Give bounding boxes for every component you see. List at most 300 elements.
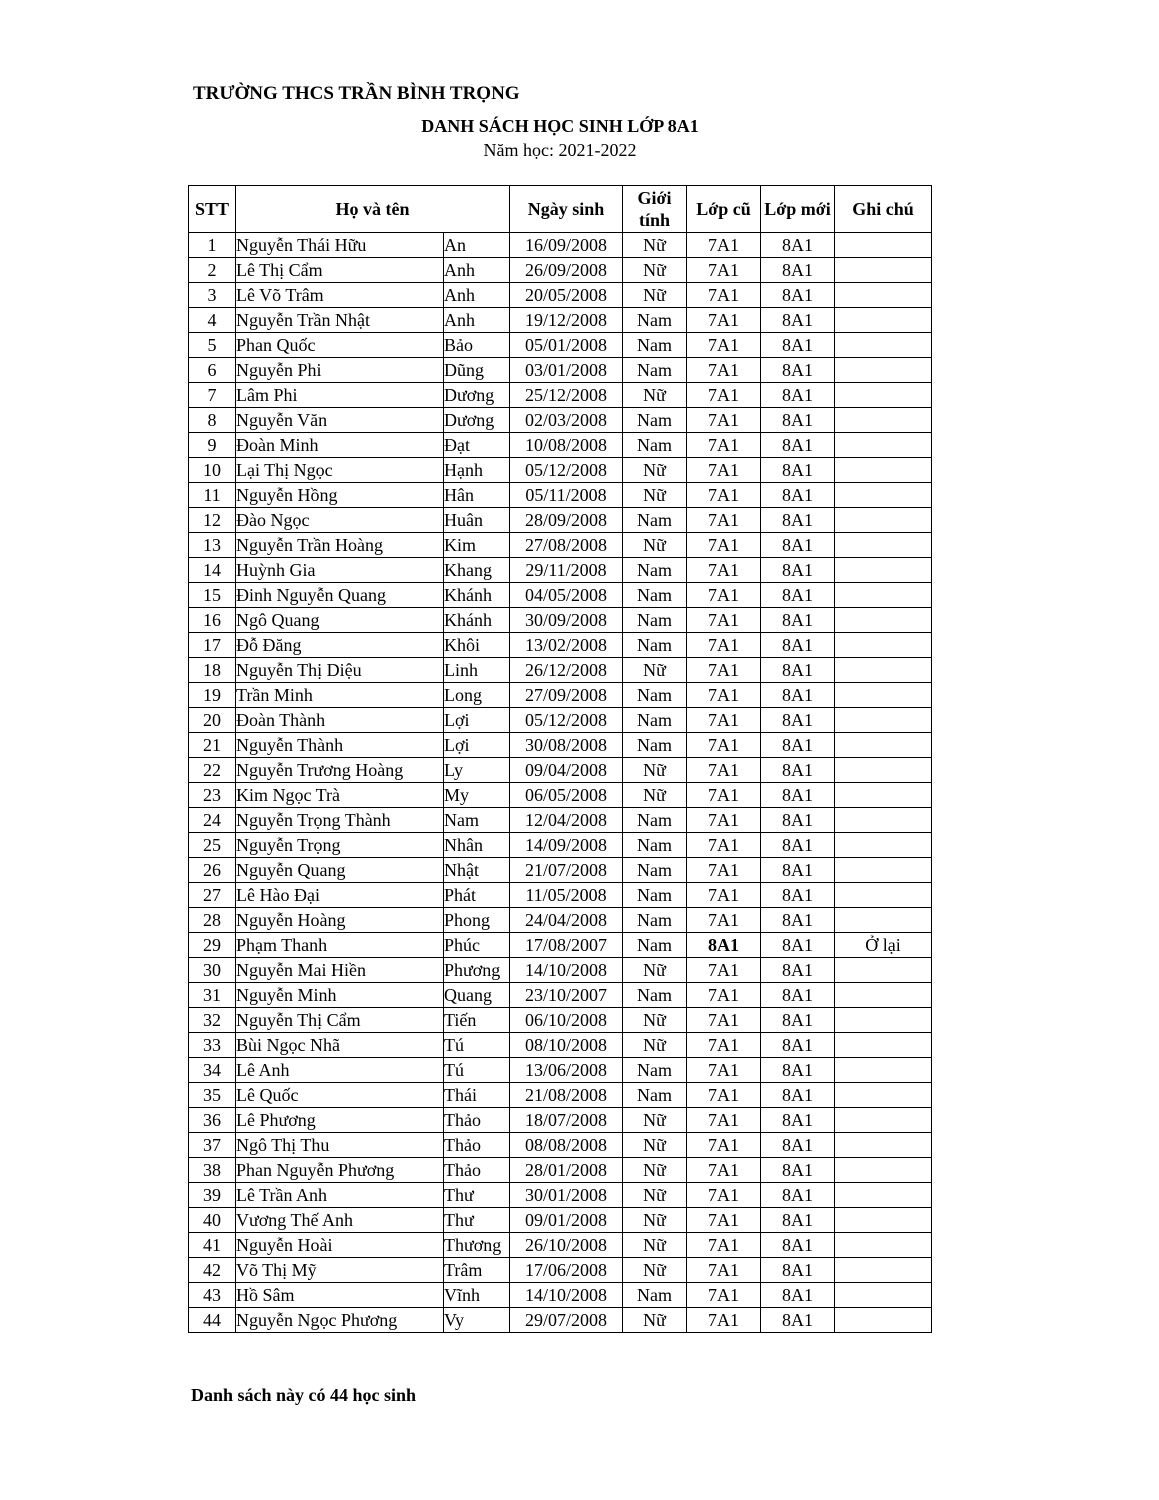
cell-old-class: 7A1 (687, 908, 761, 933)
cell-stt: 11 (189, 483, 236, 508)
cell-gender: Nữ (623, 1233, 687, 1258)
cell-gender: Nữ (623, 958, 687, 983)
table-row (189, 858, 932, 883)
cell-old-class: 7A1 (687, 283, 761, 308)
cell-old-class: 7A1 (687, 833, 761, 858)
cell-first-name: Nguyễn Quang (236, 858, 444, 883)
school-year: Năm học: 2021-2022 (483, 140, 637, 160)
cell-gender: Nam (623, 708, 687, 733)
cell-dob: 05/12/2008 (510, 708, 623, 733)
cell-given-name: Trâm (444, 1258, 510, 1283)
cell-first-name: Lại Thị Ngọc (236, 458, 444, 483)
cell-new-class: 8A1 (761, 283, 835, 308)
table-row (189, 258, 932, 283)
cell-gender: Nam (623, 733, 687, 758)
table-row (189, 433, 932, 458)
table-row (189, 333, 932, 358)
cell-gender: Nam (623, 808, 687, 833)
cell-gender: Nữ (623, 758, 687, 783)
cell-old-class: 7A1 (687, 1158, 761, 1183)
table-row (189, 633, 932, 658)
table-row (189, 358, 932, 383)
cell-stt: 18 (189, 658, 236, 683)
cell-stt: 35 (189, 1083, 236, 1108)
cell-gender: Nam (623, 558, 687, 583)
cell-new-class: 8A1 (761, 833, 835, 858)
cell-old-class: 7A1 (687, 558, 761, 583)
table-row (189, 508, 932, 533)
cell-dob: 04/05/2008 (510, 583, 623, 608)
cell-new-class: 8A1 (761, 1258, 835, 1283)
cell-new-class: 8A1 (761, 908, 835, 933)
cell-stt: 28 (189, 908, 236, 933)
cell-given-name: Dương (444, 408, 510, 433)
table-row (189, 933, 932, 958)
cell-given-name: Ly (444, 758, 510, 783)
cell-old-class: 7A1 (687, 1233, 761, 1258)
cell-first-name: Nguyễn Hoài (236, 1233, 444, 1258)
cell-old-class: 7A1 (687, 533, 761, 558)
cell-given-name: Anh (444, 308, 510, 333)
cell-gender: Nữ (623, 283, 687, 308)
cell-given-name: Tú (444, 1058, 510, 1083)
cell-dob: 28/09/2008 (510, 508, 623, 533)
cell-dob: 21/07/2008 (510, 858, 623, 883)
cell-old-class: 7A1 (687, 433, 761, 458)
cell-given-name: Anh (444, 258, 510, 283)
cell-old-class: 7A1 (687, 608, 761, 633)
cell-old-class: 7A1 (687, 1133, 761, 1158)
cell-stt: 16 (189, 608, 236, 633)
cell-note (835, 1233, 932, 1258)
table-row (189, 1133, 932, 1158)
cell-given-name: Khánh (444, 608, 510, 633)
cell-dob: 10/08/2008 (510, 433, 623, 458)
table-row (189, 558, 932, 583)
table-row (189, 658, 932, 683)
cell-old-class: 7A1 (687, 483, 761, 508)
cell-dob: 24/04/2008 (510, 908, 623, 933)
cell-note (835, 1283, 932, 1308)
table-row (189, 833, 932, 858)
table-row (189, 1208, 932, 1233)
cell-dob: 30/09/2008 (510, 608, 623, 633)
cell-given-name: An (444, 233, 510, 258)
page-title: DANH SÁCH HỌC SINH LỚP 8A1 (421, 116, 699, 136)
cell-given-name: Linh (444, 658, 510, 683)
cell-first-name: Nguyễn Phi (236, 358, 444, 383)
cell-stt: 5 (189, 333, 236, 358)
cell-new-class: 8A1 (761, 1233, 835, 1258)
cell-first-name: Nguyễn Văn (236, 408, 444, 433)
cell-first-name: Nguyễn Hoàng (236, 908, 444, 933)
table-row (189, 1258, 932, 1283)
cell-note (835, 558, 932, 583)
cell-dob: 14/10/2008 (510, 958, 623, 983)
cell-new-class: 8A1 (761, 658, 835, 683)
cell-new-class: 8A1 (761, 1183, 835, 1208)
cell-stt: 43 (189, 1283, 236, 1308)
cell-note (835, 258, 932, 283)
cell-gender: Nữ (623, 1183, 687, 1208)
cell-note (835, 908, 932, 933)
cell-stt: 13 (189, 533, 236, 558)
cell-dob: 12/04/2008 (510, 808, 623, 833)
cell-new-class: 8A1 (761, 933, 835, 958)
cell-first-name: Đoàn Thành (236, 708, 444, 733)
header-stt: STT (189, 186, 236, 233)
cell-stt: 26 (189, 858, 236, 883)
cell-given-name: Dương (444, 383, 510, 408)
cell-gender: Nam (623, 583, 687, 608)
cell-first-name: Nguyễn Trọng (236, 833, 444, 858)
cell-new-class: 8A1 (761, 1083, 835, 1108)
cell-stt: 30 (189, 958, 236, 983)
cell-old-class: 7A1 (687, 1058, 761, 1083)
cell-first-name: Võ Thị Mỹ (236, 1258, 444, 1283)
cell-first-name: Nguyễn Thị Diệu (236, 658, 444, 683)
table-row (189, 608, 932, 633)
cell-first-name: Nguyễn Trương Hoàng (236, 758, 444, 783)
cell-dob: 30/08/2008 (510, 733, 623, 758)
cell-stt: 24 (189, 808, 236, 833)
cell-gender: Nữ (623, 1258, 687, 1283)
cell-new-class: 8A1 (761, 1308, 835, 1333)
cell-dob: 30/01/2008 (510, 1183, 623, 1208)
cell-first-name: Nguyễn Thị Cẩm (236, 1008, 444, 1033)
header-name: Họ và tên (236, 186, 510, 233)
cell-stt: 37 (189, 1133, 236, 1158)
cell-old-class: 7A1 (687, 758, 761, 783)
cell-note (835, 733, 932, 758)
cell-first-name: Phan Nguyễn Phương (236, 1158, 444, 1183)
cell-given-name: Nam (444, 808, 510, 833)
cell-stt: 12 (189, 508, 236, 533)
cell-stt: 41 (189, 1233, 236, 1258)
cell-gender: Nữ (623, 658, 687, 683)
cell-old-class: 7A1 (687, 508, 761, 533)
cell-stt: 17 (189, 633, 236, 658)
cell-old-class: 7A1 (687, 858, 761, 883)
cell-note (835, 833, 932, 858)
cell-stt: 3 (189, 283, 236, 308)
cell-given-name: Bảo (444, 333, 510, 358)
cell-first-name: Nguyễn Trần Hoàng (236, 533, 444, 558)
cell-given-name: My (444, 783, 510, 808)
table-row (189, 533, 932, 558)
cell-new-class: 8A1 (761, 383, 835, 408)
cell-old-class: 7A1 (687, 733, 761, 758)
cell-dob: 05/01/2008 (510, 333, 623, 358)
cell-note (835, 608, 932, 633)
cell-given-name: Phúc (444, 933, 510, 958)
cell-dob: 27/09/2008 (510, 683, 623, 708)
cell-given-name: Khôi (444, 633, 510, 658)
cell-note (835, 308, 932, 333)
cell-given-name: Quang (444, 983, 510, 1008)
cell-gender: Nam (623, 408, 687, 433)
cell-new-class: 8A1 (761, 733, 835, 758)
cell-dob: 29/11/2008 (510, 558, 623, 583)
cell-new-class: 8A1 (761, 558, 835, 583)
cell-note (835, 508, 932, 533)
cell-given-name: Thư (444, 1208, 510, 1233)
cell-first-name: Nguyễn Trần Nhật (236, 308, 444, 333)
cell-first-name: Lê Trần Anh (236, 1183, 444, 1208)
school-name: TRƯỜNG THCS TRẦN BÌNH TRỌNG (193, 83, 520, 104)
cell-first-name: Bùi Ngọc Nhã (236, 1033, 444, 1058)
cell-old-class: 7A1 (687, 708, 761, 733)
cell-new-class: 8A1 (761, 883, 835, 908)
cell-note (835, 358, 932, 383)
cell-new-class: 8A1 (761, 408, 835, 433)
table-row (189, 1083, 932, 1108)
header-note: Ghi chú (835, 186, 932, 233)
cell-note (835, 533, 932, 558)
cell-new-class: 8A1 (761, 1008, 835, 1033)
cell-given-name: Vy (444, 1308, 510, 1333)
cell-note (835, 658, 932, 683)
cell-old-class: 7A1 (687, 1208, 761, 1233)
cell-old-class: 7A1 (687, 633, 761, 658)
cell-dob: 26/09/2008 (510, 258, 623, 283)
cell-given-name: Phong (444, 908, 510, 933)
cell-first-name: Lê Phương (236, 1108, 444, 1133)
cell-given-name: Phương (444, 958, 510, 983)
cell-note (835, 458, 932, 483)
cell-new-class: 8A1 (761, 1108, 835, 1133)
cell-note (835, 1083, 932, 1108)
cell-gender: Nữ (623, 233, 687, 258)
cell-old-class: 7A1 (687, 1283, 761, 1308)
cell-old-class: 7A1 (687, 683, 761, 708)
cell-dob: 13/06/2008 (510, 1058, 623, 1083)
cell-dob: 23/10/2007 (510, 983, 623, 1008)
table-row (189, 958, 932, 983)
cell-gender: Nam (623, 333, 687, 358)
cell-given-name: Tú (444, 1033, 510, 1058)
cell-gender: Nam (623, 833, 687, 858)
cell-dob: 28/01/2008 (510, 1158, 623, 1183)
table-row (189, 1008, 932, 1033)
cell-new-class: 8A1 (761, 1058, 835, 1083)
table-row (189, 758, 932, 783)
header-old-class: Lớp cũ (687, 186, 761, 233)
cell-first-name: Đỗ Đăng (236, 633, 444, 658)
cell-gender: Nữ (623, 1008, 687, 1033)
table-row (189, 308, 932, 333)
cell-given-name: Anh (444, 283, 510, 308)
cell-note (835, 1308, 932, 1333)
cell-new-class: 8A1 (761, 483, 835, 508)
cell-old-class: 7A1 (687, 583, 761, 608)
cell-dob: 06/05/2008 (510, 783, 623, 808)
cell-old-class: 7A1 (687, 333, 761, 358)
cell-dob: 26/10/2008 (510, 1233, 623, 1258)
table-row (189, 1108, 932, 1133)
cell-given-name: Phát (444, 883, 510, 908)
cell-first-name: Lâm Phi (236, 383, 444, 408)
cell-new-class: 8A1 (761, 1283, 835, 1308)
cell-stt: 15 (189, 583, 236, 608)
cell-dob: 09/01/2008 (510, 1208, 623, 1233)
cell-given-name: Long (444, 683, 510, 708)
cell-given-name: Vĩnh (444, 1283, 510, 1308)
cell-first-name: Phạm Thanh (236, 933, 444, 958)
table-row (189, 908, 932, 933)
cell-gender: Nữ (623, 533, 687, 558)
cell-new-class: 8A1 (761, 858, 835, 883)
cell-dob: 08/08/2008 (510, 1133, 623, 1158)
header-dob: Ngày sinh (510, 186, 623, 233)
cell-old-class: 7A1 (687, 783, 761, 808)
cell-dob: 29/07/2008 (510, 1308, 623, 1333)
cell-first-name: Ngô Quang (236, 608, 444, 633)
cell-dob: 27/08/2008 (510, 533, 623, 558)
cell-gender: Nữ (623, 783, 687, 808)
table-row (189, 283, 932, 308)
cell-stt: 23 (189, 783, 236, 808)
cell-stt: 29 (189, 933, 236, 958)
cell-old-class: 7A1 (687, 408, 761, 433)
cell-new-class: 8A1 (761, 983, 835, 1008)
cell-new-class: 8A1 (761, 233, 835, 258)
cell-first-name: Hồ Sâm (236, 1283, 444, 1308)
cell-old-class: 7A1 (687, 258, 761, 283)
cell-gender: Nam (623, 1083, 687, 1108)
cell-gender: Nữ (623, 1108, 687, 1133)
cell-new-class: 8A1 (761, 758, 835, 783)
cell-old-class: 7A1 (687, 1183, 761, 1208)
cell-first-name: Nguyễn Minh (236, 983, 444, 1008)
table-row (189, 1058, 932, 1083)
cell-dob: 05/12/2008 (510, 458, 623, 483)
cell-first-name: Đoàn Minh (236, 433, 444, 458)
cell-gender: Nam (623, 308, 687, 333)
cell-given-name: Thảo (444, 1158, 510, 1183)
cell-old-class: 7A1 (687, 1108, 761, 1133)
table-row (189, 783, 932, 808)
cell-gender: Nữ (623, 1208, 687, 1233)
cell-old-class: 7A1 (687, 458, 761, 483)
cell-dob: 26/12/2008 (510, 658, 623, 683)
cell-dob: 21/08/2008 (510, 1083, 623, 1108)
table-row (189, 583, 932, 608)
cell-first-name: Nguyễn Thái Hữu (236, 233, 444, 258)
cell-stt: 6 (189, 358, 236, 383)
cell-first-name: Huỳnh Gia (236, 558, 444, 583)
cell-stt: 32 (189, 1008, 236, 1033)
cell-note (835, 708, 932, 733)
cell-note (835, 1183, 932, 1208)
cell-gender: Nữ (623, 1033, 687, 1058)
cell-dob: 06/10/2008 (510, 1008, 623, 1033)
cell-old-class: 8A1 (687, 933, 761, 958)
cell-given-name: Thương (444, 1233, 510, 1258)
cell-dob: 09/04/2008 (510, 758, 623, 783)
cell-gender: Nam (623, 933, 687, 958)
cell-stt: 22 (189, 758, 236, 783)
cell-dob: 05/11/2008 (510, 483, 623, 508)
cell-old-class: 7A1 (687, 1033, 761, 1058)
cell-gender: Nam (623, 358, 687, 383)
cell-dob: 25/12/2008 (510, 383, 623, 408)
cell-given-name: Huân (444, 508, 510, 533)
table-body (189, 233, 932, 1333)
cell-dob: 17/06/2008 (510, 1258, 623, 1283)
cell-note (835, 1258, 932, 1283)
cell-given-name: Tiến (444, 1008, 510, 1033)
table-header-row (189, 186, 932, 233)
cell-note (835, 383, 932, 408)
cell-given-name: Khang (444, 558, 510, 583)
cell-old-class: 7A1 (687, 383, 761, 408)
cell-old-class: 7A1 (687, 1008, 761, 1033)
cell-note (835, 633, 932, 658)
cell-note (835, 758, 932, 783)
cell-gender: Nữ (623, 383, 687, 408)
footer-count: Danh sách này có 44 học sinh (191, 1385, 417, 1405)
cell-first-name: Lê Thị Cẩm (236, 258, 444, 283)
table-row (189, 483, 932, 508)
table-row (189, 233, 932, 258)
cell-first-name: Lê Anh (236, 1058, 444, 1083)
cell-new-class: 8A1 (761, 958, 835, 983)
table-row (189, 1308, 932, 1333)
cell-stt: 10 (189, 458, 236, 483)
cell-stt: 40 (189, 1208, 236, 1233)
cell-note (835, 858, 932, 883)
cell-gender: Nam (623, 858, 687, 883)
cell-old-class: 7A1 (687, 1083, 761, 1108)
cell-note (835, 1108, 932, 1133)
cell-dob: 14/09/2008 (510, 833, 623, 858)
cell-dob: 16/09/2008 (510, 233, 623, 258)
cell-note (835, 1033, 932, 1058)
cell-new-class: 8A1 (761, 308, 835, 333)
cell-gender: Nam (623, 608, 687, 633)
cell-new-class: 8A1 (761, 508, 835, 533)
cell-note (835, 408, 932, 433)
cell-note (835, 983, 932, 1008)
cell-stt: 34 (189, 1058, 236, 1083)
cell-note (835, 958, 932, 983)
cell-gender: Nam (623, 908, 687, 933)
cell-stt: 14 (189, 558, 236, 583)
cell-new-class: 8A1 (761, 1208, 835, 1233)
table-row (189, 983, 932, 1008)
cell-gender: Nữ (623, 1308, 687, 1333)
table-row (189, 708, 932, 733)
cell-given-name: Thảo (444, 1108, 510, 1133)
cell-gender: Nam (623, 983, 687, 1008)
cell-first-name: Ngô Thị Thu (236, 1133, 444, 1158)
cell-given-name: Hân (444, 483, 510, 508)
cell-given-name: Kim (444, 533, 510, 558)
cell-stt: 8 (189, 408, 236, 433)
cell-stt: 39 (189, 1183, 236, 1208)
cell-old-class: 7A1 (687, 883, 761, 908)
cell-given-name: Lợi (444, 708, 510, 733)
cell-stt: 2 (189, 258, 236, 283)
cell-first-name: Trần Minh (236, 683, 444, 708)
cell-gender: Nam (623, 1283, 687, 1308)
cell-new-class: 8A1 (761, 258, 835, 283)
cell-gender: Nam (623, 433, 687, 458)
cell-first-name: Lê Võ Trâm (236, 283, 444, 308)
cell-old-class: 7A1 (687, 308, 761, 333)
cell-stt: 42 (189, 1258, 236, 1283)
